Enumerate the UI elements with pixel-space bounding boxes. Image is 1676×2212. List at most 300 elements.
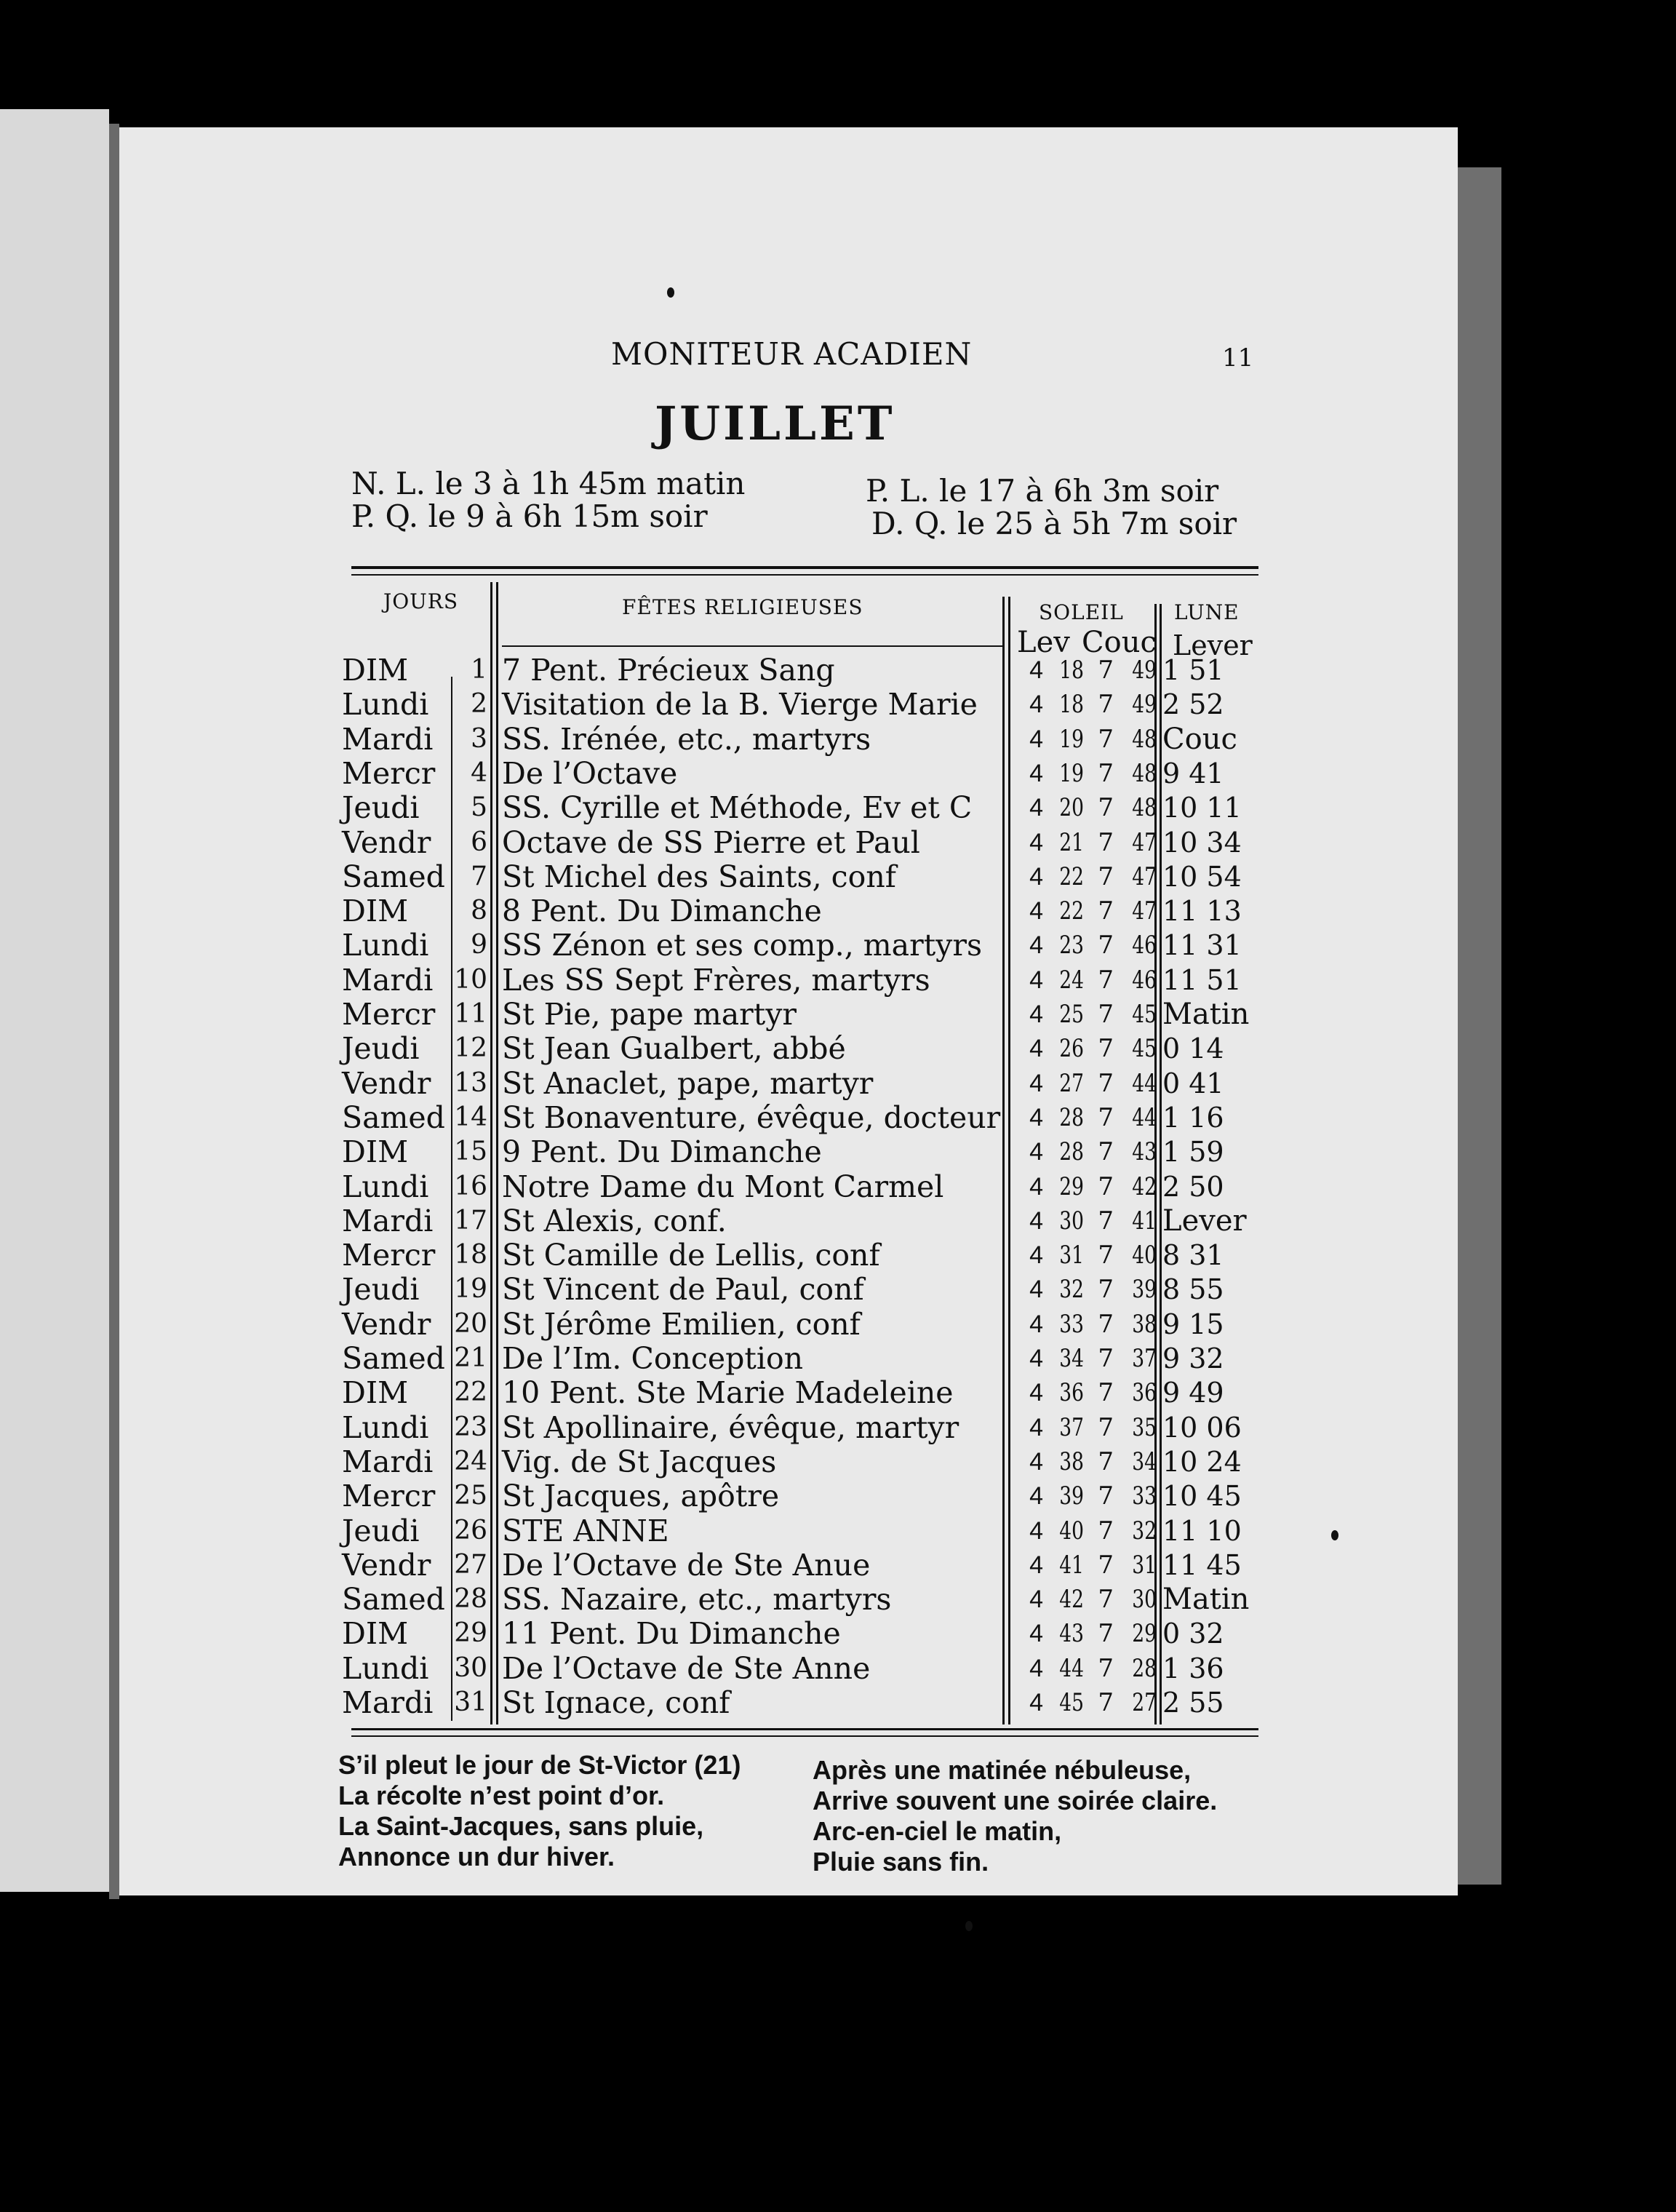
moon-phase-dq: D. Q. le 25 à 5h 7m soir [871, 506, 1237, 541]
cell-lm: 18 [1059, 656, 1084, 685]
cell-lune: 1 16 [1162, 1101, 1224, 1134]
cell-lm: 24 [1059, 965, 1084, 995]
cell-lm: 26 [1059, 1034, 1084, 1064]
moon-phase-pq: P. Q. le 9 à 6h 15m soir [351, 498, 708, 534]
table-row [0, 1032, 1676, 1066]
cell-lune: 9 32 [1162, 1342, 1224, 1374]
cell-lm: 22 [1059, 862, 1084, 891]
cell-num: 19 [454, 1274, 487, 1305]
cell-num: 14 [454, 1102, 487, 1132]
table-row [0, 1170, 1676, 1204]
cell-cm: 46 [1132, 931, 1157, 960]
cell-fete: St Alexis, conf. [502, 1203, 727, 1238]
cell-lune: 11 45 [1162, 1548, 1242, 1581]
cell-ch: 7 [1098, 931, 1114, 960]
cell-cm: 48 [1132, 793, 1157, 823]
cell-fete: 11 Pent. Du Dimanche [502, 1616, 841, 1652]
cell-day: Samed [342, 859, 445, 894]
column-header-jours: JOURS [383, 589, 459, 613]
table-row [0, 1238, 1676, 1273]
cell-fete: Les SS Sept Frères, martyrs [502, 962, 930, 998]
cell-lh: 4 [1029, 656, 1043, 684]
cell-cm: 29 [1132, 1619, 1157, 1649]
cell-cm: 39 [1132, 1275, 1157, 1305]
cell-fete: St Pie, pape martyr [502, 997, 797, 1032]
cell-fete: SS. Cyrille et Méthode, Ev et C [502, 790, 973, 826]
cell-num: 24 [454, 1446, 487, 1476]
cell-ch: 7 [1098, 656, 1114, 685]
cell-ch: 7 [1098, 1688, 1114, 1717]
cell-day: Mercr [342, 1479, 436, 1514]
cell-num: 30 [454, 1652, 487, 1683]
cell-fete: St Anaclet, pape, martyr [502, 1065, 874, 1101]
table-row [0, 1686, 1676, 1720]
cell-fete: 9 Pent. Du Dimanche [502, 1134, 822, 1170]
cell-lh: 4 [1029, 1551, 1043, 1579]
cell-day: DIM [342, 653, 409, 688]
ink-spot [965, 1921, 973, 1931]
cell-fete: De l’Octave [502, 755, 678, 791]
cell-lm: 28 [1059, 1102, 1084, 1132]
cell-lune: 0 32 [1162, 1618, 1224, 1650]
cell-day: Vendr [342, 1547, 431, 1583]
cell-day: Samed [342, 1099, 445, 1135]
cell-lm: 33 [1059, 1309, 1084, 1339]
cell-num: 10 [454, 964, 487, 995]
cell-lune: 11 13 [1162, 895, 1242, 928]
cell-cm: 46 [1132, 965, 1157, 995]
cell-day: Samed [342, 1582, 445, 1618]
column-header-soleil: SOLEIL [1039, 600, 1124, 624]
cell-cm: 45 [1132, 1034, 1157, 1064]
cell-cm: 28 [1132, 1653, 1157, 1683]
table-row [0, 894, 1676, 928]
cell-lune: 0 41 [1162, 1067, 1224, 1099]
cell-lh: 4 [1029, 1035, 1043, 1063]
cell-lune: 11 10 [1162, 1514, 1242, 1547]
cell-lm: 22 [1059, 896, 1084, 926]
cell-num: 7 [471, 861, 487, 891]
cell-lune: 10 45 [1162, 1480, 1242, 1513]
cell-ch: 7 [1098, 1171, 1114, 1201]
cell-cm: 33 [1132, 1481, 1157, 1511]
cell-day: Jeudi [342, 1272, 420, 1308]
page-header-title: MONITEUR ACADIEN [611, 336, 973, 372]
cell-cm: 30 [1132, 1585, 1157, 1615]
cell-lh: 4 [1029, 1689, 1043, 1716]
cell-ch: 7 [1098, 1516, 1114, 1545]
cell-cm: 49 [1132, 656, 1157, 685]
cell-day: Jeudi [342, 1031, 420, 1067]
cell-fete: St Camille de Lellis, conf [502, 1238, 880, 1273]
cell-num: 29 [454, 1618, 487, 1649]
cell-lm: 25 [1059, 1000, 1084, 1029]
cell-lune: 8 55 [1162, 1273, 1224, 1306]
month-title: JUILLET [655, 397, 895, 451]
cell-lh: 4 [1029, 966, 1043, 994]
cell-ch: 7 [1098, 758, 1114, 788]
cell-num: 21 [454, 1343, 487, 1373]
cell-lh: 4 [1029, 828, 1043, 856]
table-row [0, 1583, 1676, 1617]
table-row [0, 1652, 1676, 1686]
cell-ch: 7 [1098, 965, 1114, 995]
table-top-rule-thin [351, 574, 1258, 576]
column-subheader-lev: Lev [1017, 626, 1070, 659]
table-row [0, 1204, 1676, 1238]
proverb-line: La Saint-Jacques, sans pluie, [338, 1811, 704, 1841]
ink-spot [667, 287, 674, 298]
cell-fete: 7 Pent. Précieux Sang [502, 653, 835, 688]
cell-day: Jeudi [342, 790, 420, 826]
page-number: 11 [1222, 343, 1254, 373]
cell-lune: 1 59 [1162, 1136, 1224, 1169]
cell-lm: 37 [1059, 1412, 1084, 1442]
cell-ch: 7 [1098, 1378, 1114, 1408]
cell-lune: 9 15 [1162, 1308, 1224, 1340]
table-bottom-rule-thin [351, 1735, 1258, 1737]
cell-fete: St Bonaventure, évêque, docteur [502, 1099, 1001, 1135]
cell-cm: 47 [1132, 896, 1157, 926]
cell-lh: 4 [1029, 794, 1043, 822]
proverb-line: Arrive souvent une soirée claire. [813, 1786, 1218, 1815]
cell-ch: 7 [1098, 1412, 1114, 1442]
table-row [0, 757, 1676, 791]
table-row [0, 998, 1676, 1032]
cell-cm: 32 [1132, 1516, 1157, 1545]
cell-fete: De l’Octave de Ste Anue [502, 1547, 871, 1583]
cell-lune: 10 06 [1162, 1411, 1242, 1444]
cell-fete: De l’Octave de Ste Anne [502, 1650, 871, 1686]
cell-cm: 36 [1132, 1378, 1157, 1408]
cell-cm: 47 [1132, 827, 1157, 857]
cell-day: Lundi [342, 928, 429, 963]
cell-cm: 47 [1132, 862, 1157, 891]
cell-lm: 28 [1059, 1137, 1084, 1167]
cell-day: Mercr [342, 755, 436, 791]
proverb-line: S’il pleut le jour de St-Victor (21) [338, 1750, 741, 1780]
table-row [0, 653, 1676, 688]
cell-ch: 7 [1098, 1481, 1114, 1511]
cell-cm: 49 [1132, 690, 1157, 720]
cell-lm: 19 [1059, 724, 1084, 754]
cell-lune: 10 24 [1162, 1445, 1242, 1478]
cell-lm: 43 [1059, 1619, 1084, 1649]
cell-lune: 10 11 [1162, 792, 1242, 824]
cell-ch: 7 [1098, 793, 1114, 823]
column-header-fetes: FÊTES RELIGIEUSES [622, 595, 863, 619]
cell-lm: 39 [1059, 1481, 1084, 1511]
cell-day: DIM [342, 894, 409, 929]
table-row [0, 1101, 1676, 1135]
cell-ch: 7 [1098, 1619, 1114, 1649]
proverb-line: La récolte n’est point d’or. [338, 1781, 665, 1810]
cell-num: 28 [454, 1584, 487, 1615]
cell-num: 6 [471, 827, 487, 857]
cell-fete: Vig. de St Jacques [502, 1444, 777, 1479]
cell-lune: Matin [1162, 1583, 1250, 1617]
cell-lm: 30 [1059, 1206, 1084, 1236]
cell-fete: St Vincent de Paul, conf [502, 1272, 864, 1308]
cell-lh: 4 [1029, 725, 1043, 753]
table-row [0, 791, 1676, 825]
cell-fete: St Jean Gualbert, abbé [502, 1031, 846, 1067]
cell-lh: 4 [1029, 1206, 1043, 1235]
cell-num: 26 [454, 1515, 487, 1545]
cell-cm: 45 [1132, 1000, 1157, 1029]
cell-lune: 11 51 [1162, 963, 1242, 996]
cell-ch: 7 [1098, 862, 1114, 891]
cell-lh: 4 [1029, 1482, 1043, 1511]
cell-cm: 27 [1132, 1688, 1157, 1717]
column-subheader-lever: Lever [1173, 629, 1253, 661]
cell-cm: 48 [1132, 724, 1157, 754]
cell-lune: 1 51 [1162, 654, 1224, 686]
cell-cm: 40 [1132, 1241, 1157, 1270]
cell-lh: 4 [1029, 759, 1043, 787]
cell-lune: 8 31 [1162, 1239, 1224, 1272]
cell-ch: 7 [1098, 896, 1114, 926]
cell-cm: 48 [1132, 758, 1157, 788]
cell-lune: 0 14 [1162, 1033, 1224, 1065]
cell-lune: 9 49 [1162, 1377, 1224, 1409]
cell-ch: 7 [1098, 1275, 1114, 1305]
cell-ch: 7 [1098, 827, 1114, 857]
table-row [0, 1445, 1676, 1479]
cell-cm: 44 [1132, 1102, 1157, 1132]
cell-lh: 4 [1029, 1447, 1043, 1476]
table-row [0, 723, 1676, 757]
cell-cm: 41 [1132, 1206, 1157, 1236]
cell-lune: 2 52 [1162, 688, 1224, 721]
cell-ch: 7 [1098, 1102, 1114, 1132]
proverb-line: Pluie sans fin. [813, 1847, 989, 1877]
table-row [0, 1479, 1676, 1513]
cell-lune: 2 55 [1162, 1687, 1224, 1719]
table-bottom-rule [351, 1728, 1258, 1730]
proverb-line: Arc-en-ciel le matin, [813, 1816, 1062, 1846]
cell-ch: 7 [1098, 1068, 1114, 1098]
proverb-line: Après une matinée nébuleuse, [813, 1755, 1192, 1785]
cell-ch: 7 [1098, 1550, 1114, 1580]
cell-num: 22 [454, 1377, 487, 1408]
cell-lune: 1 36 [1162, 1652, 1224, 1684]
moon-phase-nl: N. L. le 3 à 1h 45m matin [351, 466, 746, 501]
table-row [0, 688, 1676, 722]
cell-lune: 11 31 [1162, 929, 1242, 962]
cell-lune: Couc [1162, 722, 1237, 756]
cell-ch: 7 [1098, 1653, 1114, 1683]
table-row [0, 1135, 1676, 1169]
column-header-lune: LUNE [1174, 600, 1240, 624]
cell-ch: 7 [1098, 1447, 1114, 1476]
cell-day: Vendr [342, 1065, 431, 1101]
cell-fete: Visitation de la B. Vierge Marie [502, 687, 978, 723]
cell-num: 13 [454, 1067, 487, 1098]
cell-fete: 10 Pent. Ste Marie Madeleine [502, 1375, 954, 1411]
cell-lh: 4 [1029, 1241, 1043, 1270]
cell-lm: 44 [1059, 1653, 1084, 1683]
cell-lune: Lever [1162, 1204, 1247, 1238]
cell-cm: 38 [1132, 1309, 1157, 1339]
table-row [0, 1548, 1676, 1583]
cell-day: Lundi [342, 1650, 429, 1686]
cell-lh: 4 [1029, 1310, 1043, 1338]
cell-fete: STE ANNE [502, 1513, 669, 1548]
cell-num: 17 [454, 1205, 487, 1236]
cell-lh: 4 [1029, 1586, 1043, 1614]
table-row [0, 1342, 1676, 1376]
cell-lh: 4 [1029, 1103, 1043, 1131]
table-row [0, 860, 1676, 894]
cell-ch: 7 [1098, 1034, 1114, 1064]
cell-lh: 4 [1029, 1654, 1043, 1682]
cell-day: Mardi [342, 721, 434, 757]
cell-lm: 21 [1059, 827, 1084, 857]
cell-cm: 31 [1132, 1550, 1157, 1580]
cell-lh: 4 [1029, 1069, 1043, 1097]
cell-cm: 44 [1132, 1068, 1157, 1098]
cell-lh: 4 [1029, 1413, 1043, 1441]
table-row [0, 1308, 1676, 1342]
table-row [0, 963, 1676, 998]
cell-fete: St Jérôme Emilien, conf [502, 1306, 861, 1342]
cell-cm: 34 [1132, 1447, 1157, 1476]
cell-day: Mercr [342, 1238, 436, 1273]
table-row [0, 1376, 1676, 1410]
cell-lm: 27 [1059, 1068, 1084, 1098]
cell-day: Mercr [342, 997, 436, 1032]
cell-ch: 7 [1098, 1585, 1114, 1615]
cell-day: Samed [342, 1341, 445, 1376]
proverb-line: Annonce un dur hiver. [338, 1842, 615, 1871]
cell-day: Vendr [342, 824, 431, 860]
cell-lm: 40 [1059, 1516, 1084, 1545]
cell-num: 2 [471, 689, 487, 720]
cell-lh: 4 [1029, 862, 1043, 891]
cell-num: 15 [454, 1137, 487, 1167]
cell-num: 9 [471, 930, 487, 960]
cell-lune: 2 50 [1162, 1170, 1224, 1203]
table-row [0, 1617, 1676, 1651]
cell-lune: 10 54 [1162, 860, 1242, 893]
cell-num: 27 [454, 1549, 487, 1580]
cell-day: Mardi [342, 1444, 434, 1479]
cell-fete: SS. Irénée, etc., martyrs [502, 721, 871, 757]
cell-num: 12 [454, 1033, 487, 1064]
cell-fete: Notre Dame du Mont Carmel [502, 1169, 944, 1204]
cell-ch: 7 [1098, 1241, 1114, 1270]
table-row [0, 1411, 1676, 1445]
cell-cm: 35 [1132, 1412, 1157, 1442]
table-row [0, 1514, 1676, 1548]
cell-day: Lundi [342, 1169, 429, 1204]
cell-lh: 4 [1029, 897, 1043, 926]
cell-lm: 20 [1059, 793, 1084, 823]
cell-lm: 18 [1059, 690, 1084, 720]
cell-fete: Octave de SS Pierre et Paul [502, 824, 920, 860]
cell-num: 3 [471, 723, 487, 754]
cell-day: Lundi [342, 1409, 429, 1445]
cell-fete: St Michel des Saints, conf [502, 859, 896, 894]
cell-fete: 8 Pent. Du Dimanche [502, 894, 822, 929]
cell-lh: 4 [1029, 1000, 1043, 1028]
cell-day: Vendr [342, 1306, 431, 1342]
cell-fete: St Jacques, apôtre [502, 1479, 780, 1514]
cell-fete: St Apollinaire, évêque, martyr [502, 1409, 959, 1445]
cell-lm: 38 [1059, 1447, 1084, 1476]
cell-fete: De l’Im. Conception [502, 1341, 804, 1376]
table-row [0, 928, 1676, 963]
cell-lune: 9 41 [1162, 757, 1224, 789]
cell-ch: 7 [1098, 1309, 1114, 1339]
cell-lm: 29 [1059, 1171, 1084, 1201]
cell-lh: 4 [1029, 1138, 1043, 1166]
cell-num: 11 [454, 999, 487, 1029]
cell-lh: 4 [1029, 1516, 1043, 1545]
cell-lm: 23 [1059, 931, 1084, 960]
cell-lm: 41 [1059, 1550, 1084, 1580]
cell-ch: 7 [1098, 724, 1114, 754]
cell-day: Jeudi [342, 1513, 420, 1548]
cell-fete: SS Zénon et ses comp., martyrs [502, 928, 982, 963]
cell-lh: 4 [1029, 1345, 1043, 1372]
cell-num: 20 [454, 1308, 487, 1339]
table-row [0, 826, 1676, 860]
cell-ch: 7 [1098, 1344, 1114, 1373]
cell-lm: 32 [1059, 1275, 1084, 1305]
cell-lm: 36 [1059, 1378, 1084, 1408]
cell-num: 25 [454, 1481, 487, 1511]
cell-num: 8 [471, 896, 487, 926]
cell-lh: 4 [1029, 691, 1043, 719]
cell-day: Mardi [342, 1685, 434, 1720]
cell-ch: 7 [1098, 1206, 1114, 1236]
cell-lm: 45 [1059, 1688, 1084, 1717]
table-row [0, 1067, 1676, 1101]
cell-lm: 42 [1059, 1585, 1084, 1615]
cell-day: DIM [342, 1616, 409, 1652]
cell-fete: SS. Nazaire, etc., martyrs [502, 1582, 892, 1618]
table-row [0, 1273, 1676, 1307]
cell-day: DIM [342, 1134, 409, 1170]
moon-phase-pl: P. L. le 17 à 6h 3m soir [866, 473, 1219, 509]
cell-cm: 37 [1132, 1344, 1157, 1373]
cell-num: 31 [454, 1687, 487, 1717]
cell-day: Mardi [342, 1203, 434, 1238]
cell-num: 5 [471, 792, 487, 823]
cell-lh: 4 [1029, 1379, 1043, 1407]
cell-lune: Matin [1162, 998, 1250, 1031]
cell-num: 1 [471, 655, 487, 685]
column-subheader-couc: Couc [1082, 626, 1157, 659]
cell-day: DIM [342, 1375, 409, 1411]
cell-lm: 34 [1059, 1344, 1084, 1373]
cell-ch: 7 [1098, 1000, 1114, 1029]
cell-cm: 42 [1132, 1171, 1157, 1201]
cell-day: Lundi [342, 687, 429, 723]
cell-lh: 4 [1029, 931, 1043, 960]
cell-cm: 43 [1132, 1137, 1157, 1167]
cell-lm: 19 [1059, 758, 1084, 788]
cell-lm: 31 [1059, 1241, 1084, 1270]
cell-fete: St Ignace, conf [502, 1685, 730, 1720]
cell-num: 4 [471, 757, 487, 788]
cell-num: 16 [454, 1171, 487, 1201]
cell-ch: 7 [1098, 1137, 1114, 1167]
cell-lh: 4 [1029, 1276, 1043, 1304]
header-underline [502, 645, 1004, 647]
